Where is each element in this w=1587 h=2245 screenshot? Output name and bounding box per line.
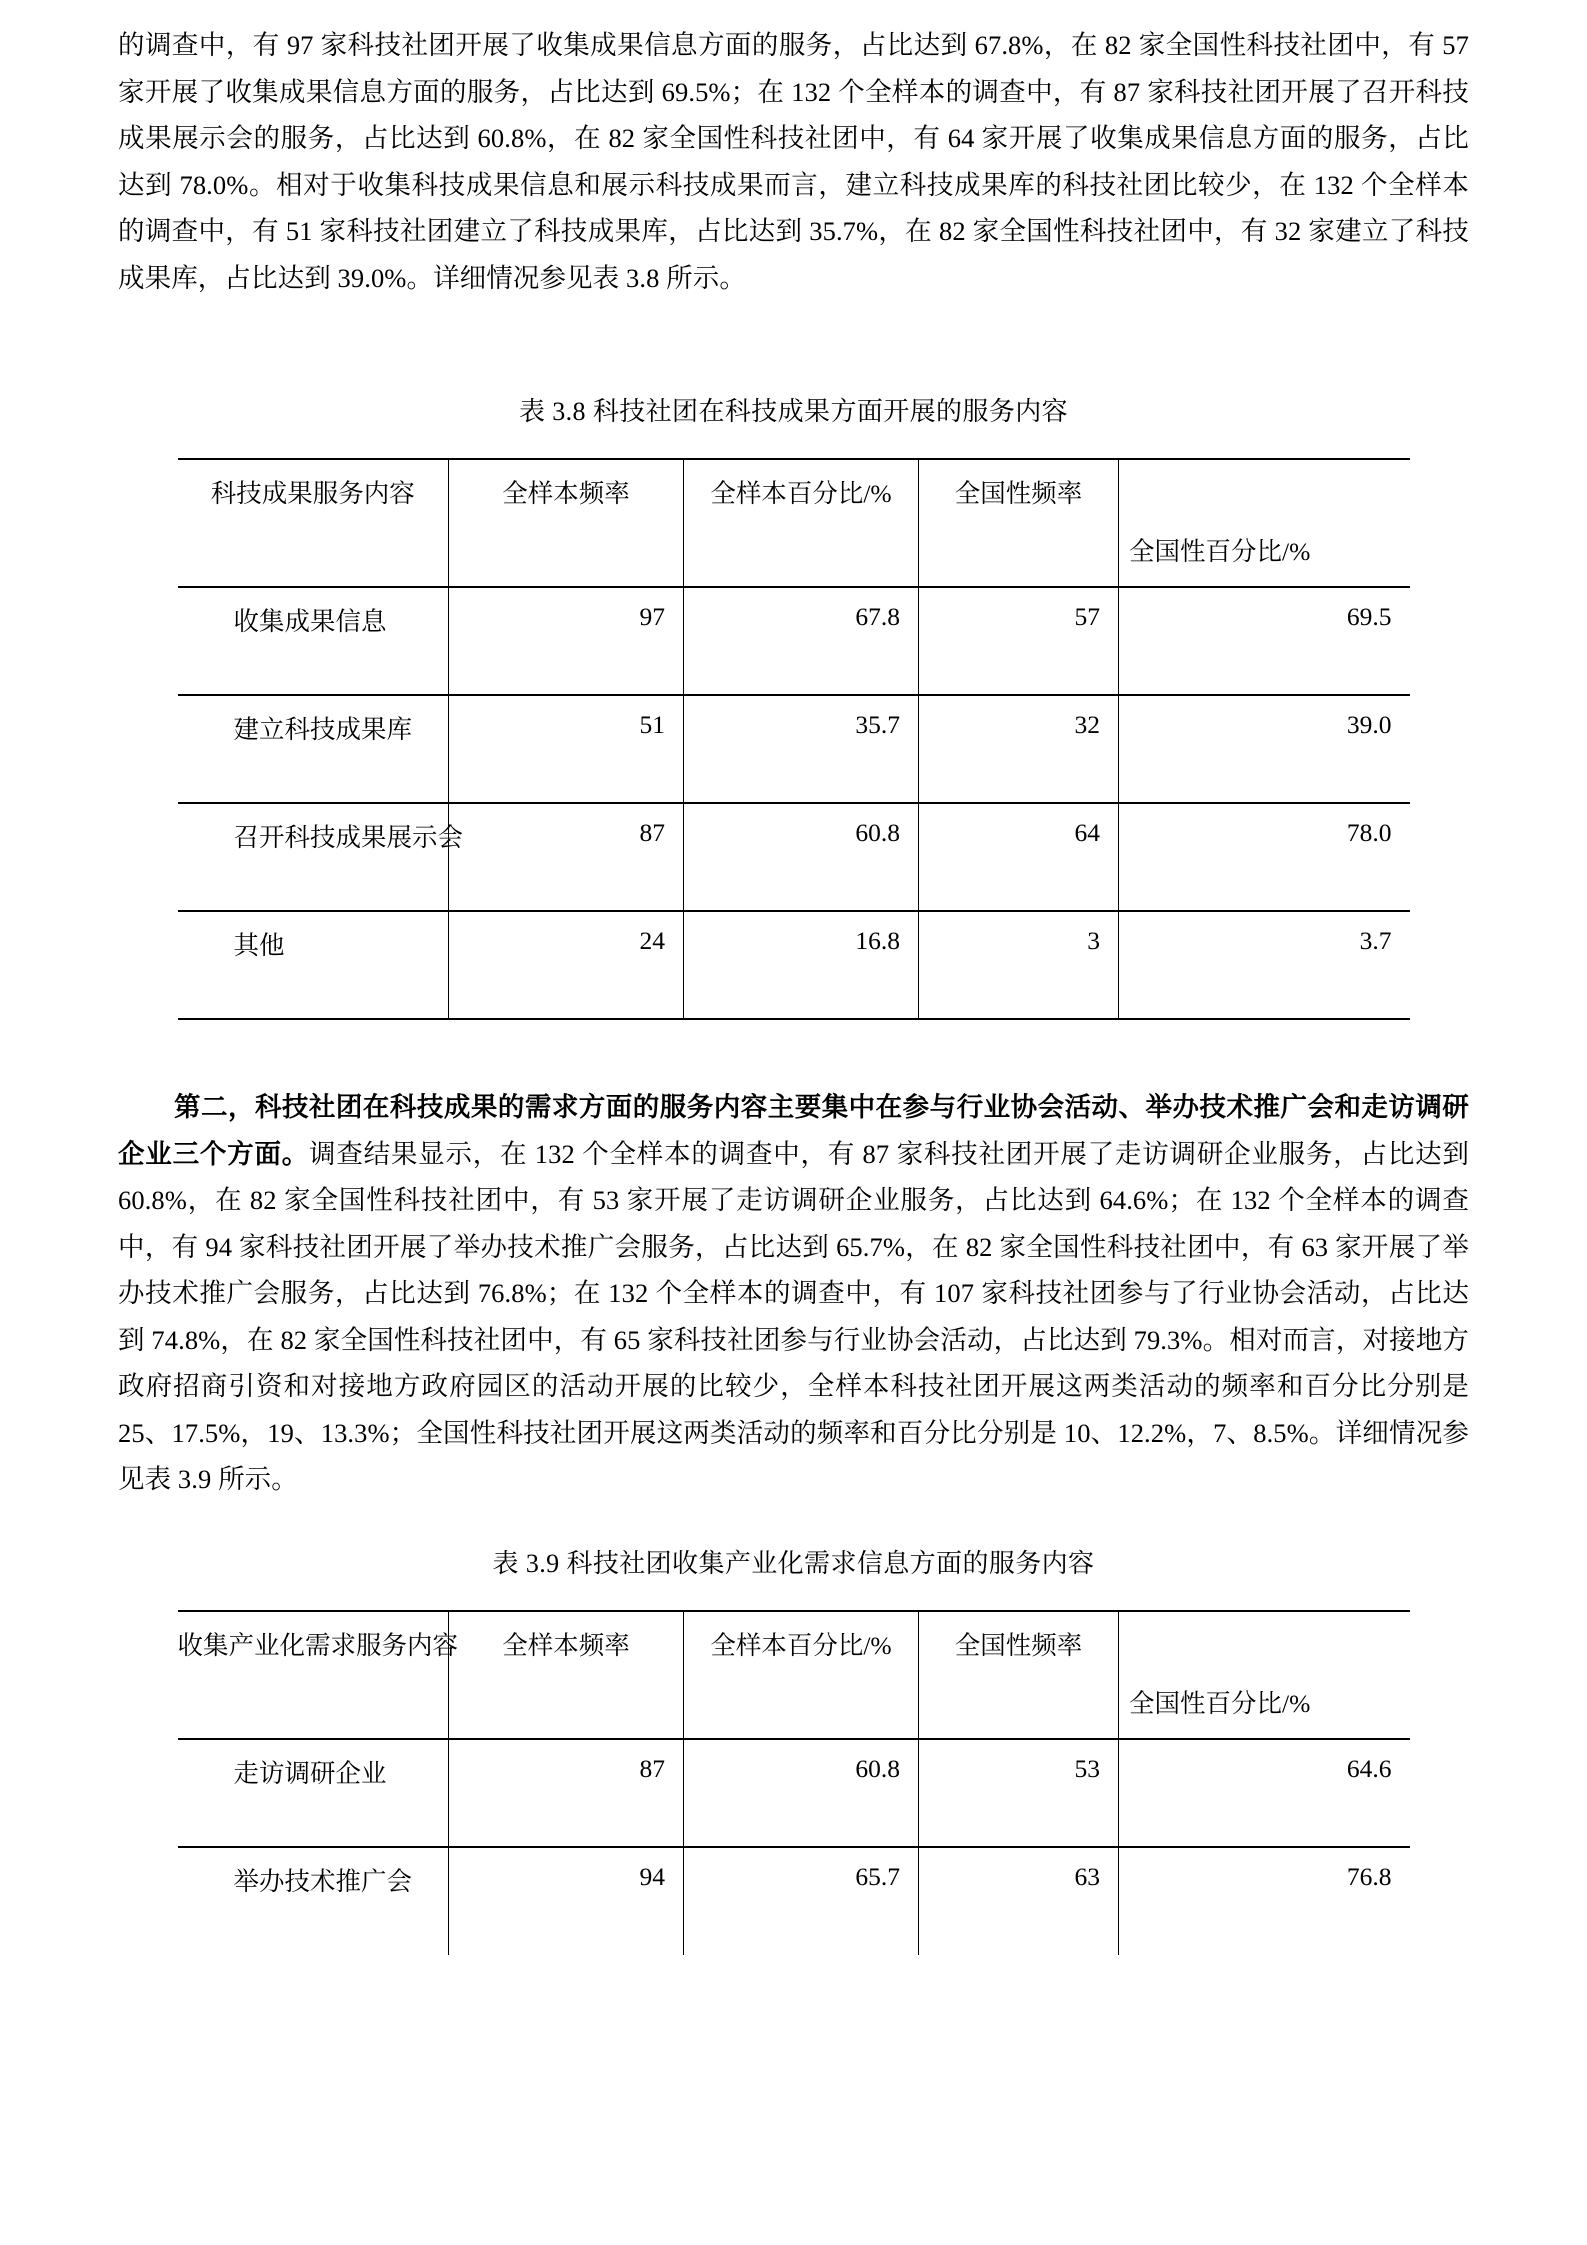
cell-full-freq xyxy=(449,695,684,803)
header-cell-nat-pct xyxy=(1119,459,1410,587)
cell-nat-pct xyxy=(1119,911,1410,1019)
cell-nat-freq xyxy=(919,587,1119,695)
row-label: 收集成果信息 xyxy=(233,607,387,636)
row-label: 其他 xyxy=(233,931,285,960)
header-label-full-pct: 全样本百分比/% xyxy=(710,479,892,508)
cell-service xyxy=(178,911,449,1019)
cell-service xyxy=(178,803,464,911)
cell-full-pct xyxy=(684,587,919,695)
header-label-nat-freq: 全国性频率 xyxy=(954,1630,1083,1660)
cell-full-pct xyxy=(684,695,919,803)
header-label-service: 收集产业化需求服务内容 xyxy=(177,1630,459,1660)
header-label-nat-pct: 全国性百分比/% xyxy=(1129,1688,1311,1718)
row-full-pct: 65.7 xyxy=(855,1861,900,1891)
cell-full-pct xyxy=(684,1739,919,1847)
row-nat-freq: 63 xyxy=(1074,1861,1100,1891)
row-nat-freq: 3 xyxy=(1087,926,1100,955)
header-cell-full-freq xyxy=(449,459,684,587)
row-nat-pct: 39.0 xyxy=(1346,710,1392,739)
header-label-service: 科技成果服务内容 xyxy=(210,479,415,508)
row-full-pct: 35.7 xyxy=(855,710,900,739)
paragraph-second-point xyxy=(118,1084,1469,1503)
table-row xyxy=(178,803,1410,911)
cell-full-freq xyxy=(449,587,684,695)
row-label: 召开科技成果展示会 xyxy=(233,823,464,852)
header-cell-service xyxy=(178,459,449,587)
table-3-8-caption: 表 3.8 科技社团在科技成果方面开展的服务内容 xyxy=(518,397,1069,426)
table-header-row xyxy=(178,459,1410,587)
table-row xyxy=(178,587,1410,695)
paragraph-continuation: 的调查中，有 97 家科技社团开展了收集成果信息方面的服务，占比达到 67.8%，在 82 家全国性科技社团中，有 57 家开展了收集成果信息方面的服务，占比达到 69.5%；在 132 个全样本的调查中，有 87 家科技社团开展了召开科技成果展示会的服务，占比达到 60.8%，在 82 家全国性科技社团中，有 64 家开展了收集成果信息方面的服务，占比达到 78.0%。相对于收集科技成果信息和展示科技成果而言，建立科技成果库的科技社团比较少，在 132 个全样本的调查中，有 51 家科技社团建立了科技成果库，占比达到 35.7%，在 82 家全国性科技社团中，有 32 家建立了科技成果库，占比达到 39.0%。详细情况参见表 3.8 所示。 xyxy=(118,30,1469,293)
row-label: 举办技术推广会 xyxy=(233,1866,413,1896)
row-full-freq: 24 xyxy=(639,926,665,955)
cell-service xyxy=(178,1739,449,1847)
spacer xyxy=(118,428,1469,458)
cell-nat-freq xyxy=(919,803,1119,911)
row-full-freq: 94 xyxy=(639,1861,665,1891)
cell-nat-pct xyxy=(1119,587,1410,695)
cell-full-freq xyxy=(449,803,684,911)
header-label-full-freq: 全样本频率 xyxy=(502,1630,630,1660)
row-nat-pct: 3.7 xyxy=(1359,926,1392,955)
header-label-full-pct: 全样本百分比/% xyxy=(710,1630,892,1660)
header-cell-full-pct xyxy=(684,459,919,587)
spacer xyxy=(118,301,1469,391)
header-cell-full-freq xyxy=(449,1611,684,1739)
row-full-pct: 60.8 xyxy=(855,1753,900,1783)
row-nat-pct: 69.5 xyxy=(1346,602,1392,631)
row-nat-pct: 76.8 xyxy=(1346,1861,1392,1891)
table-3-9-caption: 表 3.9 科技社团收集产业化需求信息方面的服务内容 xyxy=(492,1548,1095,1578)
cell-full-pct xyxy=(684,1847,919,1955)
table-row xyxy=(178,1847,1410,1955)
table-row xyxy=(178,911,1410,1019)
row-full-pct: 16.8 xyxy=(855,926,900,955)
spacer xyxy=(118,1580,1469,1610)
row-label: 建立科技成果库 xyxy=(233,715,413,744)
header-label-nat-pct: 全国性百分比/% xyxy=(1129,537,1311,566)
cell-full-freq xyxy=(449,1739,684,1847)
row-full-freq: 87 xyxy=(639,818,665,847)
row-nat-freq: 57 xyxy=(1074,602,1100,631)
cell-nat-pct xyxy=(1119,803,1410,911)
table-row xyxy=(178,695,1410,803)
spacer xyxy=(118,1503,1469,1543)
table-3-9 xyxy=(178,1610,1410,1955)
row-nat-pct: 64.6 xyxy=(1346,1753,1392,1783)
header-label-full-freq: 全样本频率 xyxy=(502,479,630,508)
cell-full-pct xyxy=(684,911,919,1019)
paragraph-second-point-lead: 第二，科技社团在科技成果的需求方面的服务内容主要集中在参与行业协会活动、举办技术推广会和走访调研企业三个方面。 xyxy=(118,1092,1469,1169)
header-cell-full-pct xyxy=(684,1611,919,1739)
header-cell-nat-pct xyxy=(1119,1611,1410,1739)
cell-nat-freq xyxy=(919,1847,1119,1955)
row-full-freq: 87 xyxy=(639,1753,665,1783)
table-3-8 xyxy=(178,458,1410,1020)
cell-nat-freq xyxy=(919,1739,1119,1847)
header-label-nat-freq: 全国性频率 xyxy=(954,479,1083,508)
cell-nat-freq xyxy=(919,911,1119,1019)
row-full-pct: 60.8 xyxy=(855,818,900,847)
cell-service xyxy=(178,1847,449,1955)
cell-service xyxy=(178,587,449,695)
row-full-freq: 97 xyxy=(639,602,665,631)
cell-nat-pct xyxy=(1119,1847,1410,1955)
row-label: 走访调研企业 xyxy=(233,1758,387,1788)
paragraph-second-point-body: 调查结果显示，在 132 个全样本的调查中，有 87 家科技社团开展了走访调研企业服务，占比达到 60.8%，在 82 家全国性科技社团中，有 53 家开展了走访调研企业服务，占比达到 64.6%；在 132 个全样本的调查中，有 94 家科技社团开展了举办技术推广会服务，占比达到 65.7%，在 82 家全国性科技社团中，有 63 家开展了举办技术推广会服务，占比达到 76.8%；在 132 个全样本的调查中，有 107 家科技社团参与了行业协会活动，占比达到 74.8%，在 82 家全国性科技社团中，有 65 家科技社团参与行业协会活动，占比达到 79.3%。相对而言，对接地方政府招商引资和对接地方政府园区的活动开展的比较少，全样本科技社团开展这两类活动的频率和百分比分别是 25、17.5%，19、13.3%；全国性科技社团开展这两类活动的频率和百分比分别是 10、12.2%，7、8.5%。详细情况参见表 3.9 所示。 xyxy=(118,1138,1469,1494)
table-header-row xyxy=(178,1611,1410,1739)
cell-nat-pct xyxy=(1119,1739,1410,1847)
cell-service xyxy=(178,695,449,803)
header-cell-nat-freq xyxy=(919,1611,1119,1739)
row-nat-pct: 78.0 xyxy=(1346,818,1392,847)
cell-nat-freq xyxy=(919,695,1119,803)
row-full-freq: 51 xyxy=(639,710,665,739)
row-nat-freq: 53 xyxy=(1074,1753,1100,1783)
cell-nat-pct xyxy=(1119,695,1410,803)
table-row xyxy=(178,1739,1410,1847)
spacer xyxy=(118,1020,1469,1084)
header-cell-service xyxy=(177,1611,459,1739)
cell-full-freq xyxy=(449,911,684,1019)
row-full-pct: 67.8 xyxy=(855,602,900,631)
header-cell-nat-freq xyxy=(919,459,1119,587)
cell-full-freq xyxy=(449,1847,684,1955)
cell-full-pct xyxy=(684,803,919,911)
row-nat-freq: 64 xyxy=(1074,818,1100,847)
row-nat-freq: 32 xyxy=(1074,710,1100,739)
